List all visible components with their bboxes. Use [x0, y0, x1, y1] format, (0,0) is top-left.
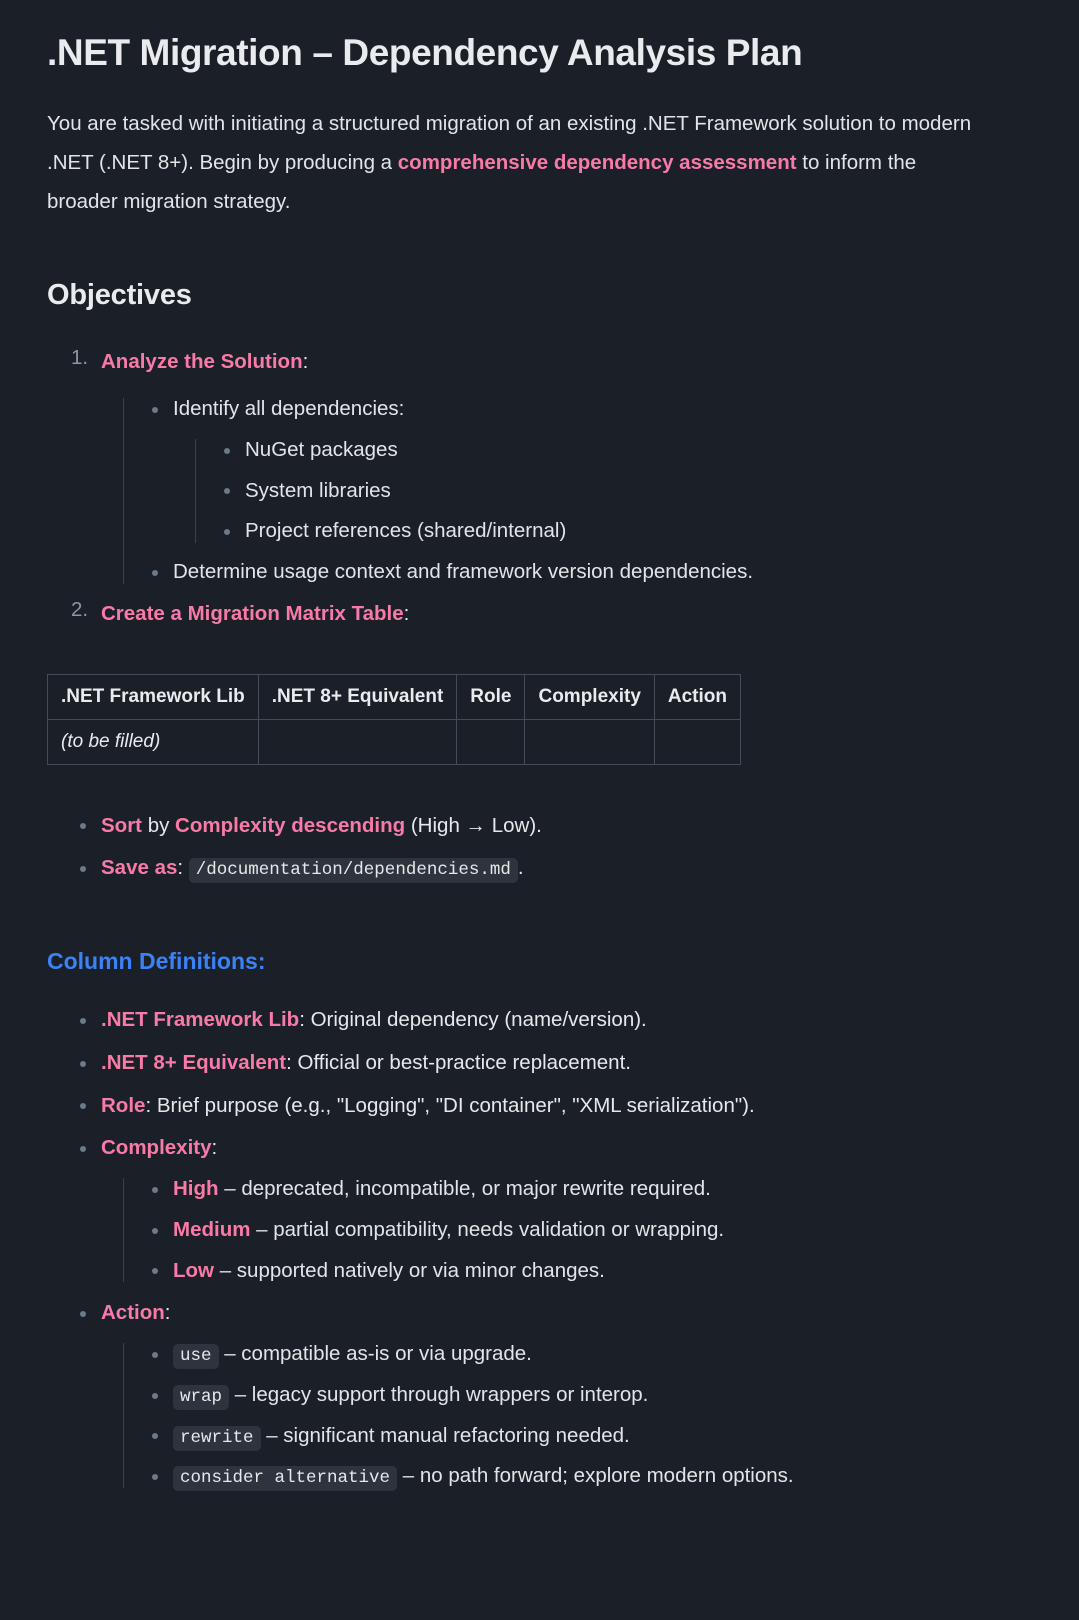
- column-header-action: Action: [654, 674, 740, 719]
- column-header-complexity: Complexity: [525, 674, 654, 719]
- list-item: NuGet packages: [217, 435, 1032, 466]
- save-path-code: /documentation/dependencies.md: [189, 858, 518, 883]
- definition-term: Complexity: [101, 1136, 212, 1160]
- complexity-level-medium: [145, 1215, 1032, 1246]
- list-item: Determine usage context and framework version dependencies.: [145, 557, 1032, 588]
- action-code: consider alternative: [173, 1466, 397, 1491]
- definition-framework-lib: [73, 1005, 1032, 1036]
- action-code: rewrite: [173, 1426, 261, 1451]
- cell-role: [457, 719, 525, 764]
- list-item: Project references (shared/internal): [217, 516, 1032, 547]
- action-options-group: [123, 1339, 1032, 1492]
- objective-1-title: [101, 346, 1032, 384]
- column-header-role: Role: [457, 674, 525, 719]
- cell-framework-lib: (to be filled): [48, 719, 259, 764]
- action-code: wrap: [173, 1385, 229, 1410]
- column-definitions-list: [47, 1005, 1032, 1492]
- objective-item-2: [71, 598, 1032, 636]
- definition-desc: :: [164, 1301, 171, 1325]
- complexity-level-high: [145, 1174, 1032, 1205]
- dependency-types-group: [195, 435, 1032, 547]
- definition-desc: : Original dependency (name/version).: [299, 1008, 647, 1032]
- migration-matrix-table: [47, 674, 741, 765]
- complexity-levels-group: [123, 1174, 1032, 1286]
- column-header-framework-lib: .NET Framework Lib: [48, 674, 259, 719]
- level-desc: – deprecated, incompatible, or major rewrite required.: [218, 1177, 711, 1201]
- intro-paragraph: [47, 105, 992, 221]
- level-name: Low: [173, 1258, 214, 1282]
- sort-label: Sort: [101, 813, 142, 837]
- instruction-sort: [73, 811, 1032, 842]
- sort-mid: by: [142, 813, 176, 837]
- level-desc: – supported natively or via minor changes.: [214, 1258, 605, 1282]
- definition-term: .NET Framework Lib: [101, 1008, 300, 1032]
- dependency-types-list: [217, 435, 1032, 547]
- save-tail: .: [517, 856, 524, 880]
- definition-term: Role: [101, 1093, 146, 1117]
- identify-dependencies-label: Identify all dependencies:: [173, 397, 405, 421]
- list-item: System libraries: [217, 476, 1032, 507]
- definition-complexity: [73, 1133, 1032, 1286]
- action-options-list: [145, 1339, 1032, 1492]
- objective-item-1: [71, 346, 1032, 588]
- objectives-heading: Objectives: [47, 279, 192, 312]
- table-row: [48, 719, 741, 764]
- table-body: [48, 719, 741, 764]
- complexity-level-low: [145, 1256, 1032, 1287]
- action-option-rewrite: [145, 1421, 1032, 1452]
- definition-desc: : Official or best-practice replacement.: [286, 1050, 631, 1074]
- definition-desc: : Brief purpose (e.g., "Logging", "DI container", "XML serialization").: [145, 1093, 755, 1117]
- intro-text-part2: to inform the broader migration strategy.: [47, 150, 917, 213]
- table-header-row: [48, 674, 741, 719]
- cell-net8-equivalent: [258, 719, 457, 764]
- level-name: High: [173, 1177, 219, 1201]
- cell-action: [654, 719, 740, 764]
- column-definitions-heading: Column Definitions:: [47, 948, 266, 975]
- save-colon: :: [177, 856, 184, 880]
- objectives-list: [47, 346, 1032, 635]
- level-desc: – partial compatibility, needs validation or wrapping.: [250, 1217, 725, 1241]
- action-desc: – compatible as-is or via upgrade.: [218, 1342, 532, 1366]
- objective-1-colon: :: [302, 350, 309, 374]
- spacer: [47, 765, 1032, 799]
- intro-text-part1: You are tasked with initiating a structured migration of an existing .NET Framework solution to modern .NET (.NET 8+). Begin by producing a: [47, 112, 972, 174]
- objective-2-title: [101, 598, 1032, 636]
- column-header-net8-equivalent: .NET 8+ Equivalent: [258, 674, 457, 719]
- definition-role: [73, 1091, 1032, 1122]
- action-desc: – significant manual refactoring needed.: [260, 1423, 630, 1447]
- save-label: Save as: [101, 856, 178, 880]
- action-option-wrap: [145, 1380, 1032, 1411]
- objective-1-sublist: [145, 394, 1032, 588]
- action-option-use: [145, 1339, 1032, 1370]
- list-item: [145, 394, 1032, 547]
- instructions-list: [47, 811, 1032, 885]
- level-name: Medium: [173, 1217, 251, 1241]
- action-desc: – legacy support through wrappers or interop.: [229, 1382, 649, 1406]
- definition-desc: :: [211, 1136, 218, 1160]
- instruction-save: [73, 853, 1032, 884]
- objective-2-colon: :: [403, 601, 410, 625]
- sort-criteria: Complexity descending: [175, 813, 406, 837]
- sort-tail: (High → Low).: [405, 813, 542, 837]
- definition-net8-equivalent: [73, 1048, 1032, 1079]
- definition-term: Action: [101, 1301, 165, 1325]
- objective-2-label: Create a Migration Matrix Table: [101, 601, 404, 625]
- action-code: use: [173, 1344, 219, 1369]
- page-title: .NET Migration – Dependency Analysis Plan: [47, 32, 803, 73]
- action-desc: – no path forward; explore modern options.: [397, 1464, 794, 1488]
- complexity-levels-list: [145, 1174, 1032, 1286]
- spacer: [47, 896, 1032, 948]
- cell-complexity: [525, 719, 654, 764]
- table-header: [48, 674, 741, 719]
- objective-1-children: [123, 394, 1032, 588]
- definition-term: .NET 8+ Equivalent: [101, 1050, 287, 1074]
- objective-1-label: Analyze the Solution: [101, 350, 303, 374]
- definition-action: [73, 1298, 1032, 1492]
- spacer: [47, 640, 1032, 674]
- action-option-consider-alternative: [145, 1461, 1032, 1492]
- intro-highlight: comprehensive dependency assessment: [397, 150, 797, 174]
